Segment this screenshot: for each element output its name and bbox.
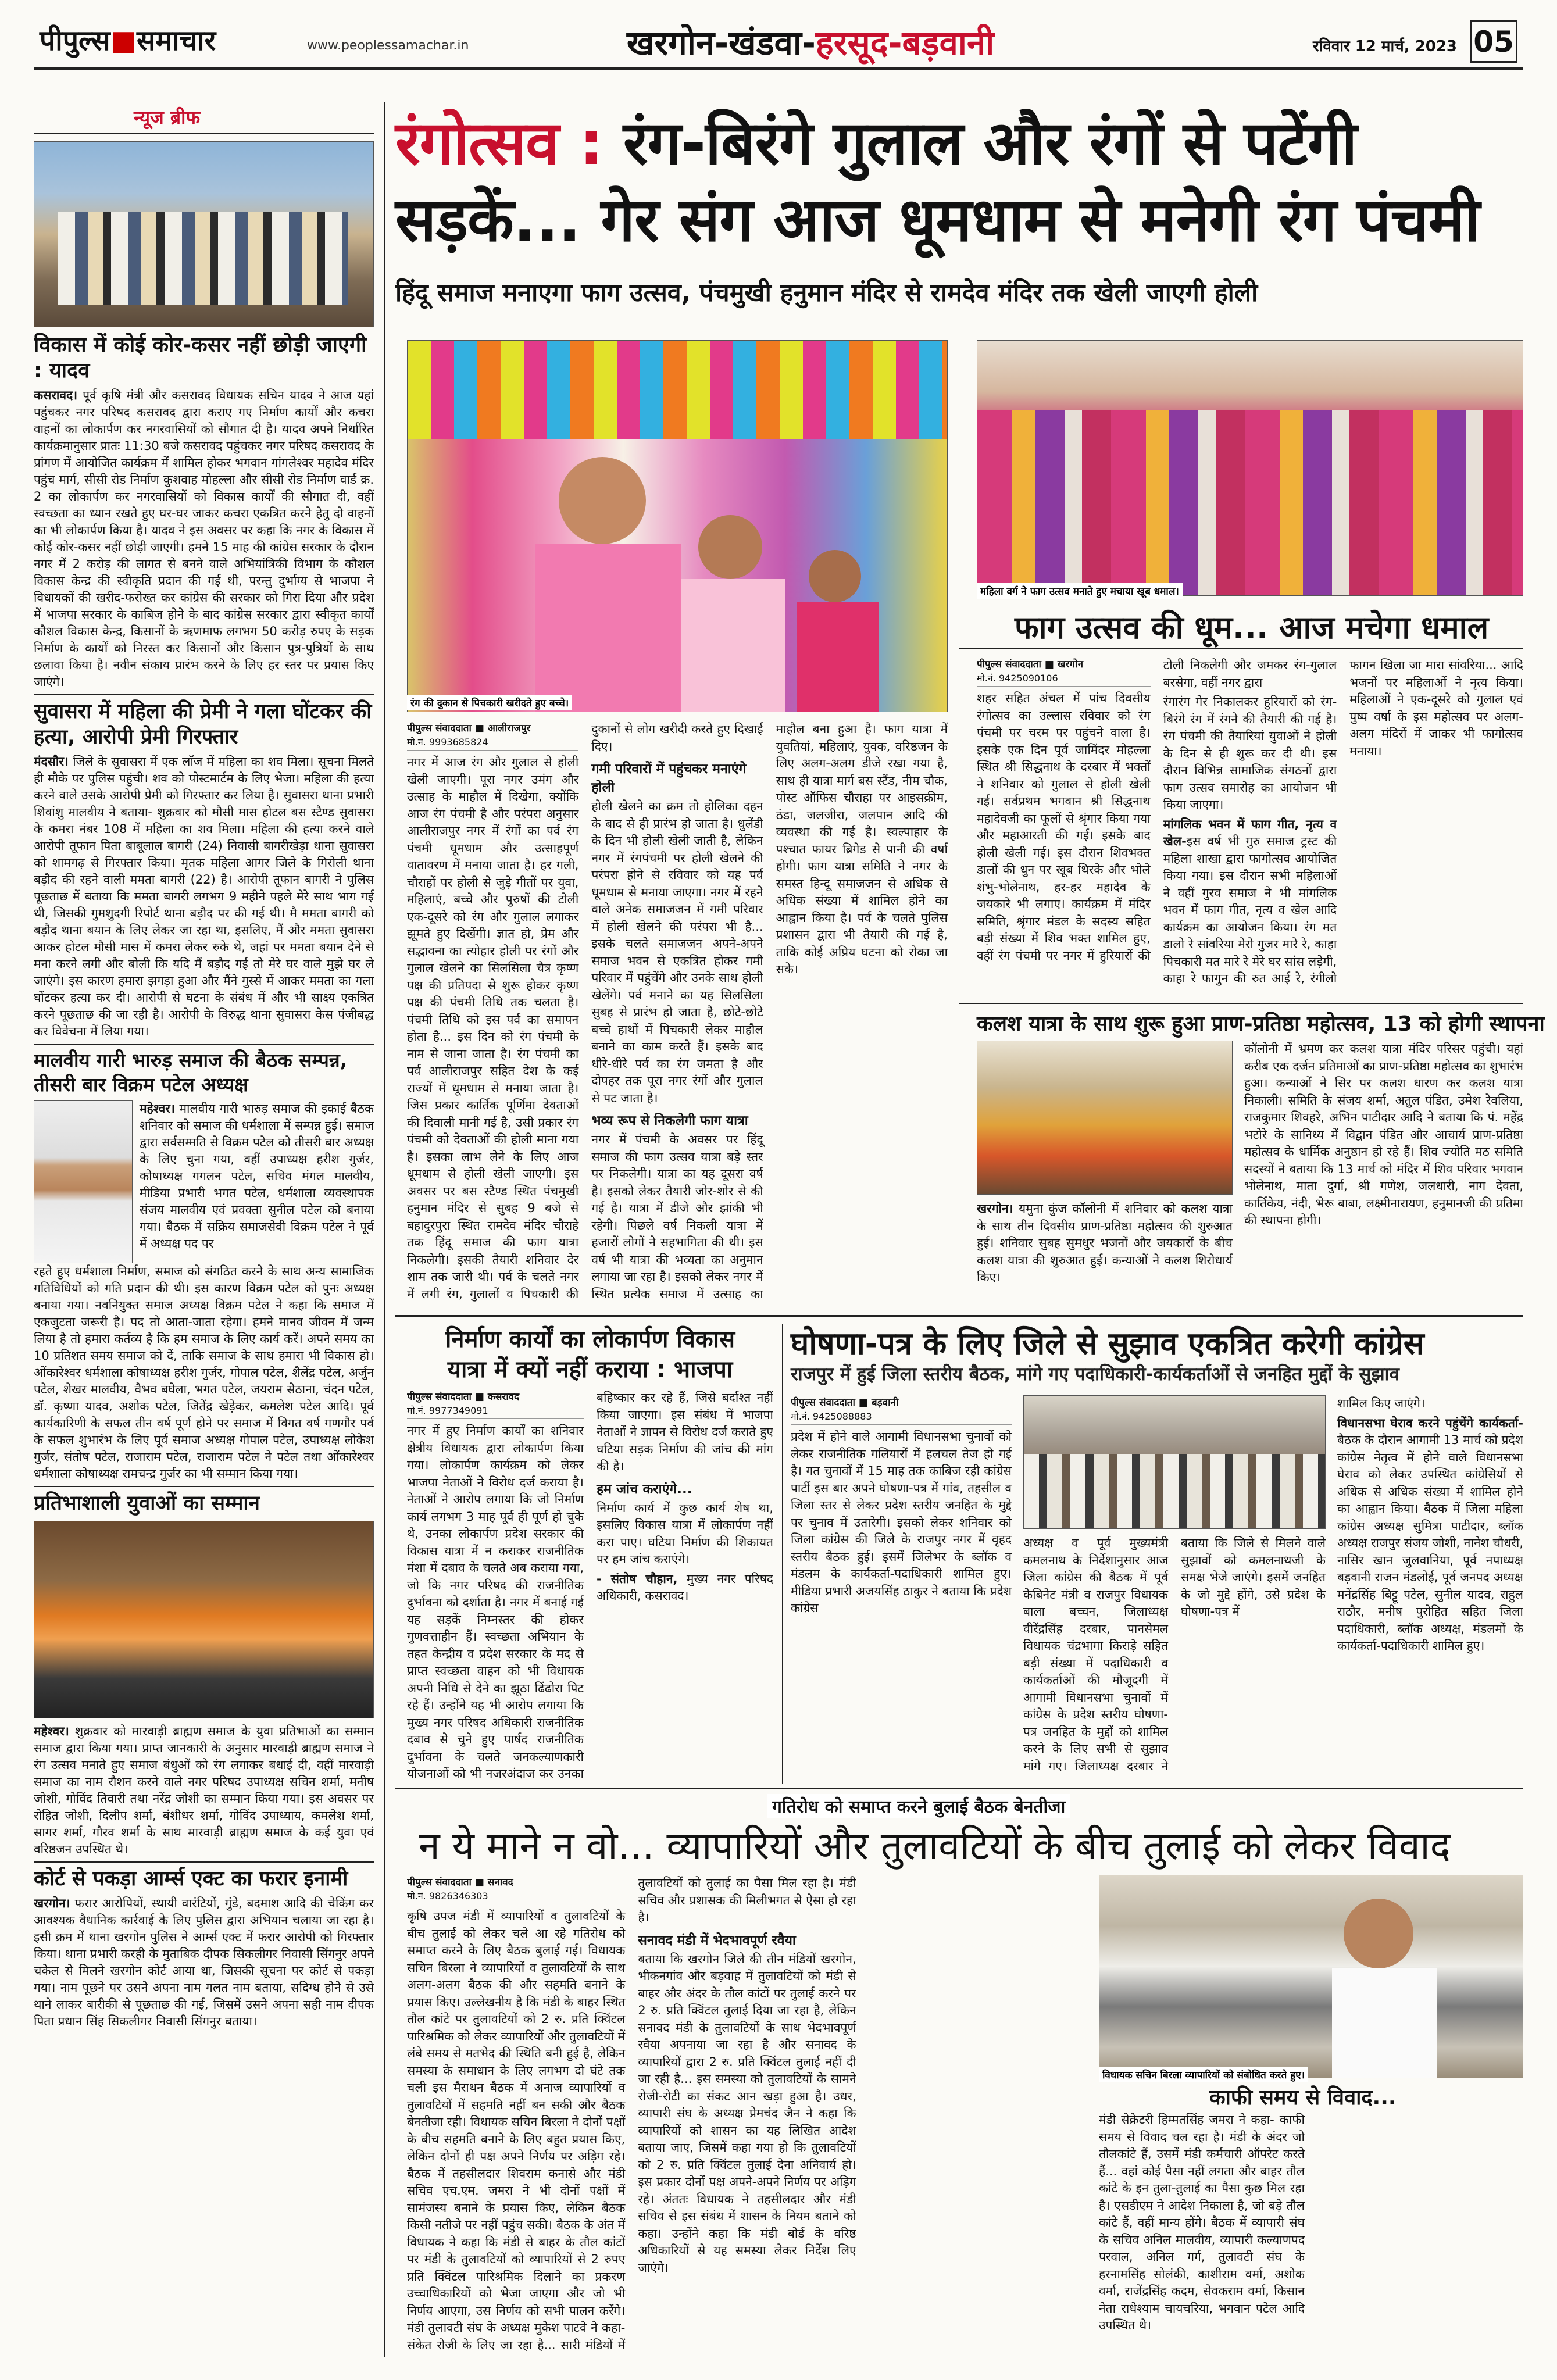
- lead-story-body: पीपुल्स संवाददाता ■ आलीराजपुर मो.नं. 9993685824 नगर में आज रंग और गुलाल से होली खेली जाएगी। पूरा नगर उमंग और उत्साह के माहौल में दिखेगा, क्योंकि आज रंग पंचमी है और परंपरा अनुसार आलीराजपुर नगर में रंगों का पर्व रंग पंचमी धूमधाम और उत्साहपूर्ण वातावरण में मनाया जाता है। हर गली, चौराहों पर होली से जुड़े गीतों पर युवा, महिलाएं, बच्चे और पुरुषों की टोली एक-दूसरे को रंग और गुलाल लगाकर झूमते हुए दिखेंगी। ज्ञात हो, प्रेम और सद्भावना का त्योहार होली पर रंगों और गुलाल खेलने का सिलसिला चैत्र कृष्ण पक्ष की प्रतिपदा से शुरू होकर कृष्ण पक्ष की पंचमी तिथि तक चलता है। पंचमी तिथि को इस पर्व का समापन होता है... इस दिन को रंग पंचमी के नाम से जाना जाता है। रंग पंचमी का पर्व आलीराजपुर सहित देश के कई राज्यों में धूमधाम से मनाया जाता है। जिस प्रकार कार्तिक पूर्णिमा देवताओं की दिवाली मानी गई है, उसी प्रकार रंग पंचमी को देवताओं की होली माना गया है। इसका लाभ लेने के लिए आज धूमधाम से होली खेली जाएगी। इस अवसर पर बस स्टैण्ड स्थित पंचमुखी हनुमान मंदिर से सुबह 9 बजे से बहादुरपुरा स्थित रामदेव मंदिर चौराहे तक हिंदू समाज की फाग यात्रा निकलेगी। इसकी तैयारी शनिवार देर शाम तक जारी थी। पर्व के चलते नगर में लगी रंग, गुलालों व पिचकारी की दुकानों से लोग खरीदी करते हुए दिखाई दिए। गमी परिवारों में पहुंचकर मनाएंगे होली होली खेलने का क्रम तो होलिका दहन के बाद से ही प्रारंभ हो जाता है। धुलेंडी के दिन भी होली खेली जाती है, लेकिन नगर में रंगपंचमी पर होली खेलने की परंपरा होने से रविवार को यह पर्व धूमधाम से मनाया जाएगा। नगर में रहने वाले अनेक समाजजन में गमी परिवार में होली खेलने की परंपरा भी है... इसके चलते समाजजन अपने-अपने समाज भवन से एकत्रित होकर गमी परिवार में पहुंचेंगे और उनके साथ होली खेलेंगे। पर्व मनाने का यह सिलसिला सुबह से प्रारंभ हो जाता है, छोटे-छोटे बच्चे हाथों में पिचकारी लेकर माहौल बनाने का काम करते हैं। इसके बाद धीरे-धीरे पर्व का रंग जमता है और दोपहर तक पूरा नगर रंगों और गुलाल से पट जाता है। भव्य रूप से निकलेगी फाग यात्रा नगर में पंचमी के अवसर पर हिंदू समाज की फाग उत्सव यात्रा बड़े स्तर पर निकलेगी। यात्रा का यह दूसरा वर्ष है। इसको लेकर तैयारी जोर-शोर से की गई है। यात्रा में डीजे और झांकी भी रहेगी। पिछले वर्ष निकली यात्रा में हजारों लोगों ने सहभागिता की थी। इस वर्ष भी यात्रा की भव्यता का अनुमान लगाया जा रहा है। इसको लेकर नगर में स्थित प्रत्येक समाज में उत्साह का माहौल बना हुआ है। फाग यात्रा में युवतियां, महिलाएं, युवक, वरिष्ठजन के लिए अलग-अलग डीजे रखा गया है, साथ ही यात्रा मार्ग बस स्टैंड, नीम चौक, पोस्ट ऑफिस चौराहा पर आइसक्रीम, ठंडा, जलजीरा, जलपान आदि की व्यवस्था की गई है। स्वल्पाहार के पश्चात फायर ब्रिगेड से पानी की वर्षा होगी। फाग यात्रा समिति ने नगर के समस्त हिन्दू समाजजन से अधिक से अधिक संख्या में शामिल होने का आह्वान किया है। पर्व के चलते पुलिस प्रशासन द्वारा भी तैयारी की गई है, ताकि कोई अप्रिय घटना को रोका जा सके।: [407, 722, 948, 1301]
- left-story-2-body: मंदसौर। जिले के सुवासरा में एक लॉज में महिला का शव मिला। सूचना मिलते ही मौके पर पुलिस पहुंची। शव को पोस्टमार्टम के लिए भेजा। महिला की हत्या करने वाले उसके आरोपी प्रेमी को गिरफ्तार कर लिया है। सुवासरा थाना प्रभारी शिवांशु मालवीय ने बताया- शुक्रवार को मौसी मास होटल बस स्टैण्ड सुवासरा के कमरा नंबर 108 में महिला का शव मिला। महिला की हत्या करने वाले आरोपी तूफान पिता बाबूलाल बागरी (24) निवासी बागरीखेड़ा थाना सुवासरा को शामगढ़ से गिरफ्तार किया। मृतक महिला आगर जिले के गिरोली थाना बड़ौद की रहने वाली ममता बागरी (22) है। आरोपी तूफान बागरी ने पुलिस पूछताछ में बताया कि ममता बागरी लगभग 9 महीने पहले मेरे साथ भाग गई थी, जिसकी गुमशुदगी रिपोर्ट थाना बड़ौद पर की गई थी। मै ममता बागरी को बड़ौद थाना बयान के लिए लेकर जा रहा था, इसलिए, मैं और ममता सुवासरा आकर होटल मौसी मास में कमरा लेकर रुके थे, जहां पर ममता बयान देने से मना करने लगी और बोली कि यदि मैं बड़ौद गई तो मेरे घर वाले मुझे घर ले जाएंगे। इस कारण हमारा झगड़ा हुआ और मैंने गुस्से में आकर ममता का गला घोंटकर हत्या कर दी। आरोपी से घटना के संबंध में और भी साक्ष्य एकत्रित करने पूछताछ की जा रही है। आरोपी के विरुद्ध थाना सुवासरा केस पंजीबद्ध कर विवेचना में लिया गया।: [34, 755, 374, 1038]
- vyapar-body: पीपुल्स संवाददाता ■ सनावद मो.नं. 9826346303 कृषि उपज मंडी में व्यापारियों व तुलावटियों के बीच तुलाई को लेकर चले आ रहे गतिरोध को समाप्त करने के लिए बैठक बुलाई गई। विधायक सचिन बिरला ने व्यापारियों व तुलावटियों के साथ अलग-अलग बैठक की और सहमति बनाने के प्रयास किए। उल्लेखनीय है कि मंडी के बाहर स्थित तौल कांटे पर तुलावटियों को 2 रु. प्रति क्विंटल पारिश्रमिक को लेकर व्यापारियों और तुलावटियों में लंबे समय से मतभेद की स्थिति बनी हुई है, लेकिन समस्या के समाधान के लिए लगभग दो घंटे तक चली इस मैराथन बैठक में अनाज व्यापारियों व तुलावटियों में सहमति नहीं बन सकी और बैठक बेनतीजा रही। विधायक सचिन बिरला ने दोनों पक्षों के बीच सहमति बनाने के लिए बहुत प्रयास किए, लेकिन दोनों ही पक्ष अपने निर्णय पर अड़िग रहे। बैठक में तहसीलदार शिवराम कनासे और मंडी सचिव एच.एम. जमरा ने भी दोनों पक्षों में सामंजस्य बनाने के प्रयास किए, लेकिन बैठक किसी नतीजे पर नहीं पहुंच सकी। बैठक के अंत में विधायक ने कहा कि मंडी से बाहर के तौल कांटों पर मंडी के तुलावटियों को व्यापारियों से 2 रुपए प्रति क्विंटल पारिश्रमिक दिलाने का प्रकरण उच्चाधिकारियों को भेजा जाएगा और जो भी निर्णय आएगा, उस निर्णय को सभी पालन करेंगे। मंडी तुलावटी संघ के अध्यक्ष मुकेश पाटवे ने कहा- संकेत रोजी के लिए जा रहा है... सारी मंडियों में तुलावटियों को तुलाई का पैसा मिल रहा है। मंडी सचिव और प्रशासक की मिलीभगत से ऐसा हो रहा है। सनावद मंडी में भेदभावपूर्ण रवैया बताया कि खरगोन जिले की तीन मंडियों खरगोन, भीकनगांव और बड़वाह में तुलावटियों को मंडी से बाहर और अंदर के तौल कांटों पर तुलाई करने पर 2 रु. प्रति क्विंटल तुलाई दिया जा रहा है, लेकिन सनावद मंडी के तुलावटियों के साथ भेदभावपूर्ण रवैया अपनाया जा रहा है और सनावद के व्यापारियों द्वारा 2 रु. प्रति क्विंटल तुलाई नहीं दी जा रही है... इस समस्या को तुलावटियों के सामने रोजी-रोटी का संकट आन खड़ा हुआ है। उधर, व्यापारी संघ के अध्यक्ष प्रेमचंद जैन ने कहा कि व्यापारियों को शासन का यह लिखित आदेश बताया जाए, जिसमें कहा गया हो कि तुलावटियों को 2 रु. प्रति क्विंटल तुलाई देना अनिवार्य हो। इस प्रकार दोनों पक्ष अपने-अपने निर्णय पर अड़िग रहे। अंततः विधायक ने तहसीलदार और मंडी सचिव से इस संबंध में शासन के नियम बताने को कहा। उन्होंने कहा कि मंडी बोर्ड के वरिष्ठ अधिकारियों से यह समस्या लेकर निर्देश लिए जाएंगे।: [407, 1876, 856, 2352]
- caption-mla-traders: विधायक सचिन बिरला व्यापारियों को संबोधित करते हुए।: [1099, 2067, 1308, 2082]
- page-number: 05: [1470, 20, 1517, 63]
- photo-mla-traders: [1099, 1875, 1523, 2078]
- photo-women-fag: [977, 340, 1523, 596]
- congress-subheadline: राजपुर में हुई जिला स्तरीय बैठक, मांगे गए पदाधिकारी-कार्यकर्ताओं से जनहित मुद्दों के सुझाव: [791, 1364, 1399, 1385]
- fag-utsav-body: पीपुल्स संवाददाता ■ खरगोन मो.नं. 9425090106 शहर सहित अंचल में पांच दिवसीय रंगोत्सव का उल्लास रविवार को रंग पंचमी पर चरम पर पहुंचने वाला है। इसके एक दिन पूर्व जामिंदर मोहल्ला स्थित श्री सिद्धनाथ के दरबार में भक्तों ने शनिवार को गुलाल से होली खेली गई। सर्वप्रथम भगवान श्री सिद्धनाथ महादेवजी का फूलों से श्रृंगार किया गया और महाआरती की गई। इसके बाद होली खेली गई। इस दौरान शिवभक्त डालों की धुन पर खूब थिरके और भोले शंभु-भोलेनाथ, हर-हर महादेव के जयकारे भी लगाए। कार्यक्रम में मंदिर समिति, श्रृंगार मंडल के सदस्य सहित बड़ी संख्या में शिव भक्त शामिल हुए, वहीं रंग पंचमी पर नगर में हुरियारों की टोली निकलेगी और जमकर रंग-गुलाल बरसेगा, वहीं नगर द्वारा रंगारंग गेर निकालकर हुरियारों को रंग-बिरंगे रंग में रंगने की तैयारी की गई है। रंग पंचमी की तैयारियां युवाओं ने होली के दिन से ही शुरू कर दी थी। इस दौरान विभिन्न सामाजिक संगठनों द्वारा फाग उत्सव समारोह का आयोजन भी किया जाएगा। मांगलिक भवन में फाग गीत, नृत्य व खेल-इस वर्ष भी गुरु समाज ट्रस्ट की महिला शाखा द्वारा फागोत्सव आयोजित किया गया। इस दौरान सभी महिलाओं ने वहीं गुरव समाज ने भी मांगलिक भवन में फाग गीत, नृत्य व खेल आदि कार्यक्रम का आयोजन किया। रंग मत डालो रे सांवरिया मेरो गुजर मारे रे, काहा पिचकारी मत मारे रे मेरे घर सांस लड़ेगी, काहा रे फागुन की रुत आई रे, रंगीलो फागन खिला जा मारा सांवरिया... आदि भजनों पर महिलाओं ने नृत्य किया। महिलाओं ने एक-दूसरे को गुलाल एवं पुष्प वर्षा के इस महोत्सव पर अलग-अलग मंदिरों में जाकर भी फागोत्सव मनाया।: [977, 658, 1523, 985]
- congress-body-c: शामिल किए जाएंगे। विधानसभा घेराव करने पहुंचेंगे कार्यकर्ता- बैठक के दौरान आगामी 13 मार्च को प्रदेश कांग्रेस नेतृत्व में होने वाले विधानसभा घेराव को लेकर उपस्थित कांग्रेसियों से अधिक से अधिक संख्या में शामिल होने का आह्वान किया। बैठक में जिला महिला कांग्रेस अध्यक्ष सुमित्रा पाटीदार, ब्लॉक अध्यक्ष राजपुर संजय जोशी, नानेश चौधरी, नासिर खान जुलवानिया, पूर्व नपाध्यक्ष बड़वानी राजन मंडलोई, पूर्व जनपद अध्यक्ष मनेंद्रसिंह बिट्टू पटेल, सुनील यादव, राहुल राठौर, मनीष पुरोहित सहित जिला पदाधिकारी, ब्लॉक अध्यक्ष, मंडलमों के कार्यकर्ता-पदाधिकारी शामिल हुए।: [1337, 1396, 1523, 1653]
- left-story-4-title: प्रतिभाशाली युवाओं का सम्मान: [34, 1492, 260, 1515]
- vyapar-kicker: गतिरोध को समाप्त करने बुलाई बैठक बेनतीजा: [767, 1794, 1070, 1818]
- left-story-1-title: विकास में कोई कोर-कसर नहीं छोड़ी जाएगी : यादव: [34, 333, 367, 383]
- left-story-2-title: सुवासरा में महिला की प्रेमी ने गला घोंटकर की हत्या, आरोपी प्रेमी गिरफ्तार: [34, 700, 372, 749]
- photo-kasrawad-inauguration: [34, 141, 374, 327]
- lead-subheadline: हिंदू समाज मनाएगा फाग उत्सव, पंचमुखी हनुमान मंदिर से रामदेव मंदिर तक खेली जाएगी होली: [395, 278, 1258, 308]
- vyapar-body-right: मंडी सेक्रेटरी हिम्मतसिंह जमरा ने कहा- काफी समय से विवाद चल रहा है। मंडी के अंदर जो तौलकांटे हैं, उसमें मंडी कर्मचारी ऑपरेट करते हैं... वहां कोई पैसा नहीं लगता और बाहर तौल कांटे के इन तुला-तुलाई का पैसा कुछ मिल रहा है। एसडीएम ने आदेश निकाला है, जो बड़े तौल कांटे हैं, वहीं मान्य होंगे। बैठक में व्यापारी संघ के सचिव अनिल मालवीय, व्यापारी कल्याणपद परवाल, अनिल गर्ग, तुलावटी संघ के हरनामसिंह सोलंकी, काशीराम वर्मा, अशोक वर्मा, राजेंद्रसिंह कदम, सेवकराम वर्मा, किसान नेता राधेश्याम चायचरिया, भगवान पटेल आदि उपस्थित थे।: [1099, 2113, 1305, 2332]
- photo-youth-honour: [34, 1521, 374, 1718]
- photo-congress-meeting: [1023, 1395, 1326, 1529]
- left-story-3-body-b: रहते हुए धर्मशाला निर्माण, समाज को संगठित करने के साथ अन्य सामाजिक गतिविधियों को गति प्रदान की थी। इस कारण विक्रम पटेल को पुनः अध्यक्ष बनाया गया। नवनियुक्त समाज अध्यक्ष विक्रम पटेल ने कहा कि समाज में एकजुटता जरूरी है। पद तो आता-जाता रहेगा। हमने मानव जीवन में जन्म लिया है तो हमारा कर्तव्य है कि हम समाज के लिए कार्य करें। अपने समय का 10 प्रतिशत समय समाज को दें, ताकि समाज के साथ हमारा भी विकास हो। ओंकारेश्वर धर्मशाला कोषाध्यक्ष हरीश गुर्जर, गोपाल पटेल, शैलेंद्र पटेल, अर्जुन पटेल, शेखर मालवीय, वैभव बघेला, भगत पटेल, जयराम सेठाना, चंदन पटेल, डॉ. कृष्णा यादव, अशोक पटेल, जितेंद्र खेड़ेकर, कमलेश पटेल आदि। पूर्व कार्यकारिणी के सफल तीन वर्ष पूर्ण होने पर समाज में विगत वर्ष गणगौर पर्व के सफल शुभारंभ के लिए पूर्व समाज अध्यक्ष गोपाल पटेल, उपाध्यक्ष लोकेश गुर्जर, संतोष पटेल, राजाराम पटेल, राजाराम पटेल ने पटेल तथा ओंकारेश्वर धर्मशाला कोषाध्यक्ष रामचन्द्र गुर्जर का भी सम्मान किया गया।: [34, 1264, 374, 1481]
- photo-vikram-patel: [34, 1100, 133, 1263]
- masthead: [34, 13, 1523, 70]
- congress-body-a: पीपुल्स संवाददाता ■ बड़वानी मो.नं. 9425088883 प्रदेश में होने वाले आगामी विधानसभा चुनावों को लेकर राजनीतिक गलियारों में हलचल तेज हो गई है। गत चुनावों में 15 माह तक काबिज रही कांग्रेस पार्टी इस बार अपने घोषणा-पत्र में गांव, तहसील व जिला स्तर से लेकर प्रदेश स्तरीय जनहित के मुद्दे पर चुनाव में उतारेगी। इसको लेकर शनिवार को जिला कांग्रेस की जिले के राजपुर नगर में वृहद स्तरीय बैठक हुई। इसमें जिलेभर के ब्लॉक व मंडलम के कार्यकर्ता-पदाधिकारी शामिल हुए। मीडिया प्रभारी अजयसिंह ठाकुर ने बताया कि प्रदेश कांग्रेस: [791, 1397, 1012, 1615]
- kalash-body-b: कॉलोनी में भ्रमण कर कलश यात्रा मंदिर परिसर पहुंची। यहां करीब एक दर्जन प्रतिमाओं का प्राण-प्रतिष्ठा महोत्सव का शुभारंभ हुआ। कन्याओं ने सिर पर कलश धारण कर कलश यात्रा निकाली। समिति के संजय शर्मा, अतुल पंडित, उमेश रेवलिया, राजकुमार शिवहरे, अभिन पाटीदार आदि ने बताया कि पं. महेंद्र भटोरे के सानिध्य में विद्वान पंडित और आचार्य प्राण-प्रतिष्ठा महोत्सव के धार्मिक अनुष्ठान हो रहे हैं। शिव ज्योति मठ समिति सदस्यों ने बताया कि 13 मार्च को मंदिर में शिव परिवार भगवान भोलेनाथ, माता दुर्गा, श्री गणेश, जलधारी, नाग देवता, कार्तिकेय, नंदी, भेरू बाबा, लक्ष्मीनारायण, हनुमानजी की प्रतिमा की स्थापना होगी।: [1244, 1042, 1523, 1227]
- vyapar-headline: न ये माने न वो... व्यापारियों और तुलावटियों के बीच तुलाई को लेकर विवाद: [419, 1824, 1451, 1868]
- site-url: www.peoplessamachar.in: [307, 38, 469, 53]
- kalash-body-a: खरगोन। यमुना कुंज कॉलोनी में शनिवार को कलश यात्रा के साथ तीन दिवसीय प्राण-प्रतिष्ठा महोत्सव की शुरुआत हुई। शनिवार सुबह सुमधुर भजनों और जयकारों के बीच कलश यात्रा की शुरुआत हुई। कन्याओं ने कलश शिरोधार्य किए।: [977, 1202, 1233, 1284]
- news-brief-header: न्यूज ब्रीफ: [134, 106, 201, 128]
- photo-colour-shop: [407, 340, 948, 712]
- fag-utsav-headline: फाग उत्सव की धूम... आज मचेगा धमाल: [1015, 609, 1489, 646]
- congress-body-b: अध्यक्ष व पूर्व मुख्यमंत्री कमलनाथ के निर्देशानुसार आज जिला कांग्रेस की बैठक में पूर्व केबिनेट मंत्री व राजपुर विधायक बाला बच्चन, जिलाध्यक्ष वीरेंद्रसिंह दरबार, पानसेमल विधायक चंद्रभागा किराड़े सहित बड़ी संख्या में पदाधिकारी व कार्यकर्ताओं की मौजूदगी में आगामी विधानसभा चुनावों में कांग्रेस के प्रदेश स्तरीय घोषणा-पत्र जनहित के मुद्दों को शामिल करने के लिए सभी से सुझाव मांगे गए। जिलाध्यक्ष दरबार ने बताया कि जिले से मिलने वाले सुझावों को कमलनाथजी के समक्ष भेजे जाएंगे। इसमें जनहित के जो मुद्दे होंगे, उसे प्रदेश के घोषणा-पत्र में: [1023, 1536, 1326, 1773]
- region-title: खरगोन-खंडवा-हरसूद-बड़वानी: [627, 23, 995, 63]
- brand-logo: पीपुल्स■समाचार: [40, 24, 216, 57]
- kalash-headline: कलश यात्रा के साथ शुरू हुआ प्राण-प्रतिष्ठा महोत्सव, 13 को होगी स्थापना: [977, 1012, 1545, 1036]
- bhajpa-headline: निर्माण कार्यों का लोकार्पण विकास यात्रा में क्यों नहीं कराया : भाजपा: [445, 1326, 735, 1383]
- issue-date: रविवार 12 मार्च, 2023: [1313, 38, 1458, 55]
- bhajpa-body: पीपुल्स संवाददाता ■ कसरावद मो.नं. 9977349091 नगर में हुए निर्माण कार्यों का शनिवार क्षेत्रीय विधायक द्वारा लोकार्पण किया गया। लोकार्पण कार्यक्रम को लेकर भाजपा नेताओं ने विरोध दर्ज कराया है। नेताओं ने आरोप लगाया कि जो निर्माण कार्य लगभग 3 माह पूर्व ही पूर्ण हो चुके थे, उनका लोकार्पण प्रदेश सरकार की विकास यात्रा में न कराकर राजनीतिक मंशा में दबाव के चलते अब कराया गया, जो कि नगर परिषद की राजनीतिक दुर्भावना को दर्शाता है। नगर में बनाई गई यह सड़कें निम्नस्तर की होकर गुणवत्ताहीन हैं। स्वच्छता अभियान के तहत केन्द्रीय व प्रदेश सरकार के मद से प्राप्त स्वच्छता वाहन को भी विधायक अपनी निधि से देने का झूठा ढिंढोरा पिट रहे हैं। उन्होंने यह भी आरोप लगाया कि मुख्य नगर परिषद अधिकारी राजनीतिक दबाव से चुने हुए पार्षद राजनीतिक दुर्भावना के चलते जनकल्याणकारी योजनाओं को भी नजरअंदाज कर उनका बहिष्कार कर रहे हैं, जिसे बर्दाश्त नहीं किया जाएगा। इस संबंध में भाजपा नेताओं ने ज्ञापन से विरोध दर्ज कराते हुए घटिया सड़क निर्माण की जांच की मांग की है। हम जांच कराएंगे... निर्माण कार्य में कुछ कार्य शेष था, इसलिए विकास यात्रा में लोकार्पण नहीं करा पाए। घटिया निर्माण की शिकायत पर हम जांच कराएंगे। - संतोष चौहान, मुख्य नगर परिषद अधिकारी, कसरावद।: [407, 1391, 773, 1781]
- left-column: [34, 333, 374, 2361]
- vyapar-subheadline: काफी समय से विवाद...: [1209, 2086, 1397, 2110]
- lead-headline: रंगोत्सव : रंग-बिरंगे गुलाल और रंगों से पटेंगी सड़कें... गेर संग आज धूमधाम से मनेगी रंग पंचमी: [395, 108, 1480, 255]
- left-story-1-body: कसरावद। पूर्व कृषि मंत्री और कसरावद विधायक सचिन यादव ने आज यहां पहुंचकर नगर परिषद कसरावद द्वारा कराए गए निर्माण कार्यों और कचरा वाहनों का लोकार्पण कर नगरवासियों को सौगात दी है। यादव अपने निर्धारित कार्यक्रमानुसार प्रातः 11:30 बजे कसरावद पहुंचकर नगर परिषद कसरावद के प्रांगण में आयोजित कार्यक्रम में शामिल होकर भगवान गांगलेश्वर महादेव मंदिर पहुंच मार्ग, सीसी रोड निर्माण कुशवाह मोहल्ला और सीसी रोड निर्माण वार्ड क्र. 2 का लोकार्पण कर नगरवासियों को विकास कार्यों की सौगात दी, वहीं स्वच्छता का ध्यान रखते हुए घर-घर जाकर कचरा एकत्रित करने हेतु दो वाहनों का भी लोकार्पण किया है। यादव ने इस अवसर पर कहा कि नगर के विकास में कोई कोर-कसर नहीं छोड़ी जाएगी। हमने 15 माह की कांग्रेस सरकार के दौरान नगर में 2 करोड़ की लागत से बनने वाले अभियांत्रिकी विभाग के कौशल विकास केन्द्र की स्वीकृति प्रदान की गई थी, परन्तु दुर्भाग्य से भाजपा ने विधायकों की खरीद-फरोख्त कर कांग्रेस की सरकार को गिरा दिया और प्रदेश में भाजपा सरकार के काबिज होने के बाद कांग्रेस सरकार द्वारा स्वीकृत कार्यों कौशल विकास केन्द्र, किसानों के ऋणमाफ लगभग 50 करोड़ रुपए के सड़क निर्माण के कार्यों को निरस्त कर किसानों और किसान पुत्र-पुत्रियों के साथ छलावा किया है। नवीन संकाय प्रारंभ करने के लिए हर स्तर पर प्रयास किए जाएंगे।: [34, 388, 374, 689]
- left-story-5-title: कोर्ट से पकड़ा आर्म्स एक्ट का फरार इनामी: [34, 1867, 348, 1891]
- left-story-4-body: महेश्वर। शुक्रवार को मारवाड़ी ब्राह्मण समाज के युवा प्रतिभाओं का सम्मान समाज द्वारा किया गया। प्राप्त जानकारी के अनुसार मारवाड़ी ब्राह्मण समाज ने रंग उत्सव मनाते हुए समाज बंधुओं को रंग लगाकर बधाई दी, वहीं मारवाड़ी समाज का नाम रौशन करने वाले नगर परिषद उपाध्यक्ष सचिन शर्मा, मनीष जोशी, गोविंद तिवारी तथा नरेंद्र जोशी का सम्मान किया गया। इस अवसर पर रोहित जोशी, दिलीप शर्मा, बंशीधर शर्मा, गोविंद उपाध्याय, कमलेश शर्मा, सागर शर्मा, गौरव शर्मा के साथ मारवाड़ी ब्राह्मण समाज के कई युवा एवं वरिष्ठजन उपस्थित थे।: [34, 1724, 374, 1856]
- congress-headline: घोषणा-पत्र के लिए जिले से सुझाव एकत्रित करेगी कांग्रेस: [791, 1326, 1424, 1361]
- caption-women-fag: महिला वर्ग ने फाग उत्सव मनाते हुए मचाया खूब धमाल।: [977, 583, 1183, 599]
- left-story-3-title: मालवीय गारी भारुड़ समाज की बैठक सम्पन्न, तीसरी बार विक्रम पटेल अध्यक्ष: [34, 1049, 348, 1096]
- left-story-3-body-a: महेश्वर। मालवीय गारी भारुड़ समाज की इकाई बैठक शनिवार को समाज की धर्मशाला में सम्पन्न हुई। समाज द्वारा सर्वसम्मति से विक्रम पटेल को तीसरी बार अध्यक्ष के लिए चुना गया, वहीं उपाध्यक्ष हरीश गुर्जर, कोषाध्यक्ष गगलन पटेल, सचिव मंगल मालवीय, मीडिया प्रभारी भगत पटेल, धर्मशाला व्यवस्थापक संजय मालवीय एवं प्रवक्ता सुनील पटेल को बनाया गया। बैठक में सक्रिय समाजसेवी विक्रम पटेल ने पूर्व में अध्यक्ष पद पर: [140, 1102, 374, 1250]
- caption-colour-shop: रंग की दुकान से पिचकारी खरीदते हुए बच्चे।: [407, 695, 572, 710]
- left-story-5-body: खरगोन। फरार आरोपियों, स्थायी वारंटियों, गुंडे, बदमाश आदि की चेकिंग कर आवश्यक वैधानिक कार्रवाई के लिए पुलिस द्वारा अभियान चलाया जा रहा है। इसी क्रम में थाना खरगोन पुलिस ने आर्म्स एक्ट में फरार आरोपी को गिरफ्तार किया। थाना प्रभारी करही के मुताबिक दीपक सिकलीगर निवासी सिंगनुर अपने चकेल से मिलने खरगोन कोर्ट आया था, जिसकी सूचना पर कोर्ट से पकड़ा गया। नाम पूछने पर उसने अपना नाम गलत नाम बताया, सदिग्ध होने से उसे थाने लाकर बारीकी से पूछताछ की गई, जिसमें उसने अपना सही नाम दीपक पिता प्रधान सिंह सिकलीगर निवासी सिंगनुर बताया।: [34, 1896, 374, 2028]
- photo-kalash-yatra: [977, 1041, 1233, 1195]
